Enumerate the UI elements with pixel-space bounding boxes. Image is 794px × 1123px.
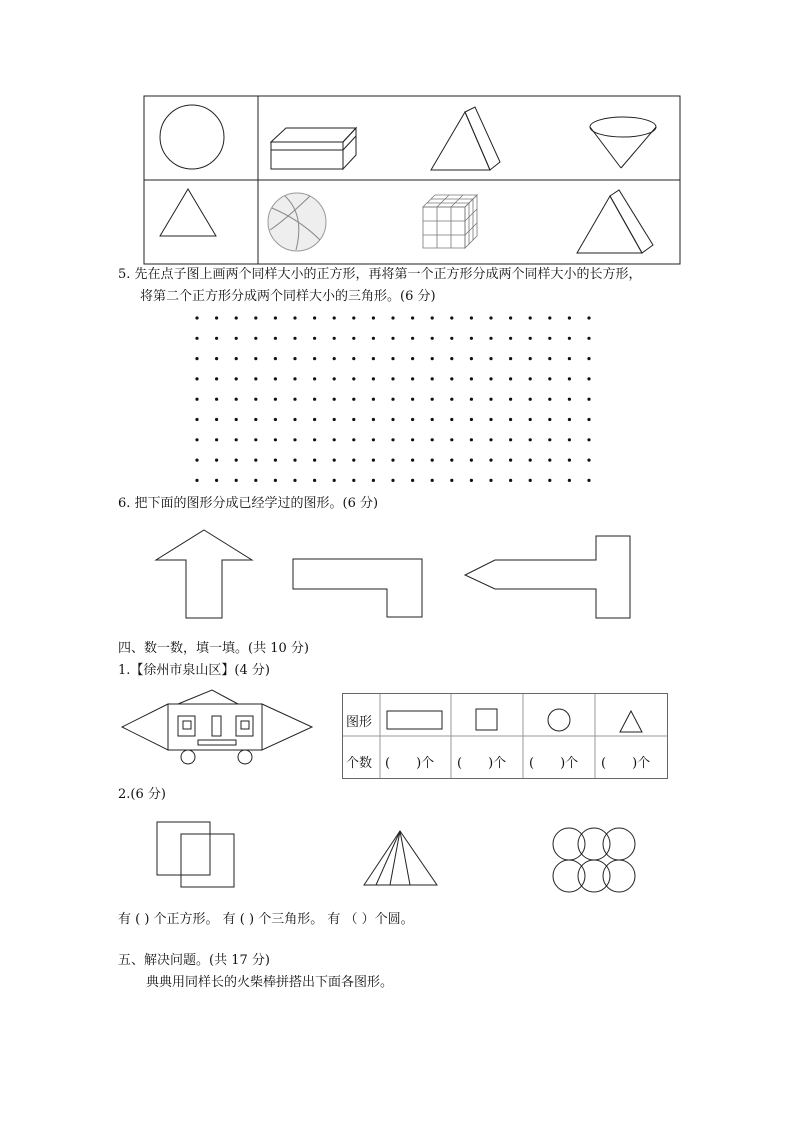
triangle-fan bbox=[364, 831, 437, 885]
overlap-square-1 bbox=[157, 822, 210, 875]
row-label-count: 个数 bbox=[346, 756, 373, 771]
row-label-shape: 图形 bbox=[346, 715, 373, 730]
q5-line2: 将第二个正方形分成两个同样大小的三角形。(6 分) bbox=[140, 289, 436, 304]
q5-line1: 5. 先在点子图上画两个同样大小的正方形，再将第一个正方形分成两个同样大小的长方形， bbox=[118, 267, 642, 282]
section4-q2: 2.(6 分) bbox=[118, 787, 166, 802]
section4-q1: 1.【徐州市泉山区】(4 分) bbox=[118, 663, 270, 678]
count-blank-triangle[interactable]: ( )个 bbox=[601, 756, 651, 771]
count-answer-line[interactable]: 有 ( ) 个正方形。 有 ( ) 个三角形。 有 （ ）个圆。 bbox=[118, 912, 414, 927]
count-blank-rectangle[interactable]: ( )个 bbox=[385, 756, 435, 771]
overlap-square-2 bbox=[181, 834, 234, 887]
count-blank-circle[interactable]: ( )个 bbox=[529, 756, 579, 771]
q6-text: 6. 把下面的图形分成已经学过的图形。(6 分) bbox=[118, 496, 379, 511]
section4-heading: 四、数一数，填一填。(共 10 分) bbox=[118, 641, 309, 656]
count-blank-square[interactable]: ( )个 bbox=[457, 756, 507, 771]
section5-intro: 典典用同样长的火柴棒拼搭出下面各图形。 bbox=[146, 975, 394, 990]
section5-heading: 五、解决问题。(共 17 分) bbox=[118, 953, 270, 968]
